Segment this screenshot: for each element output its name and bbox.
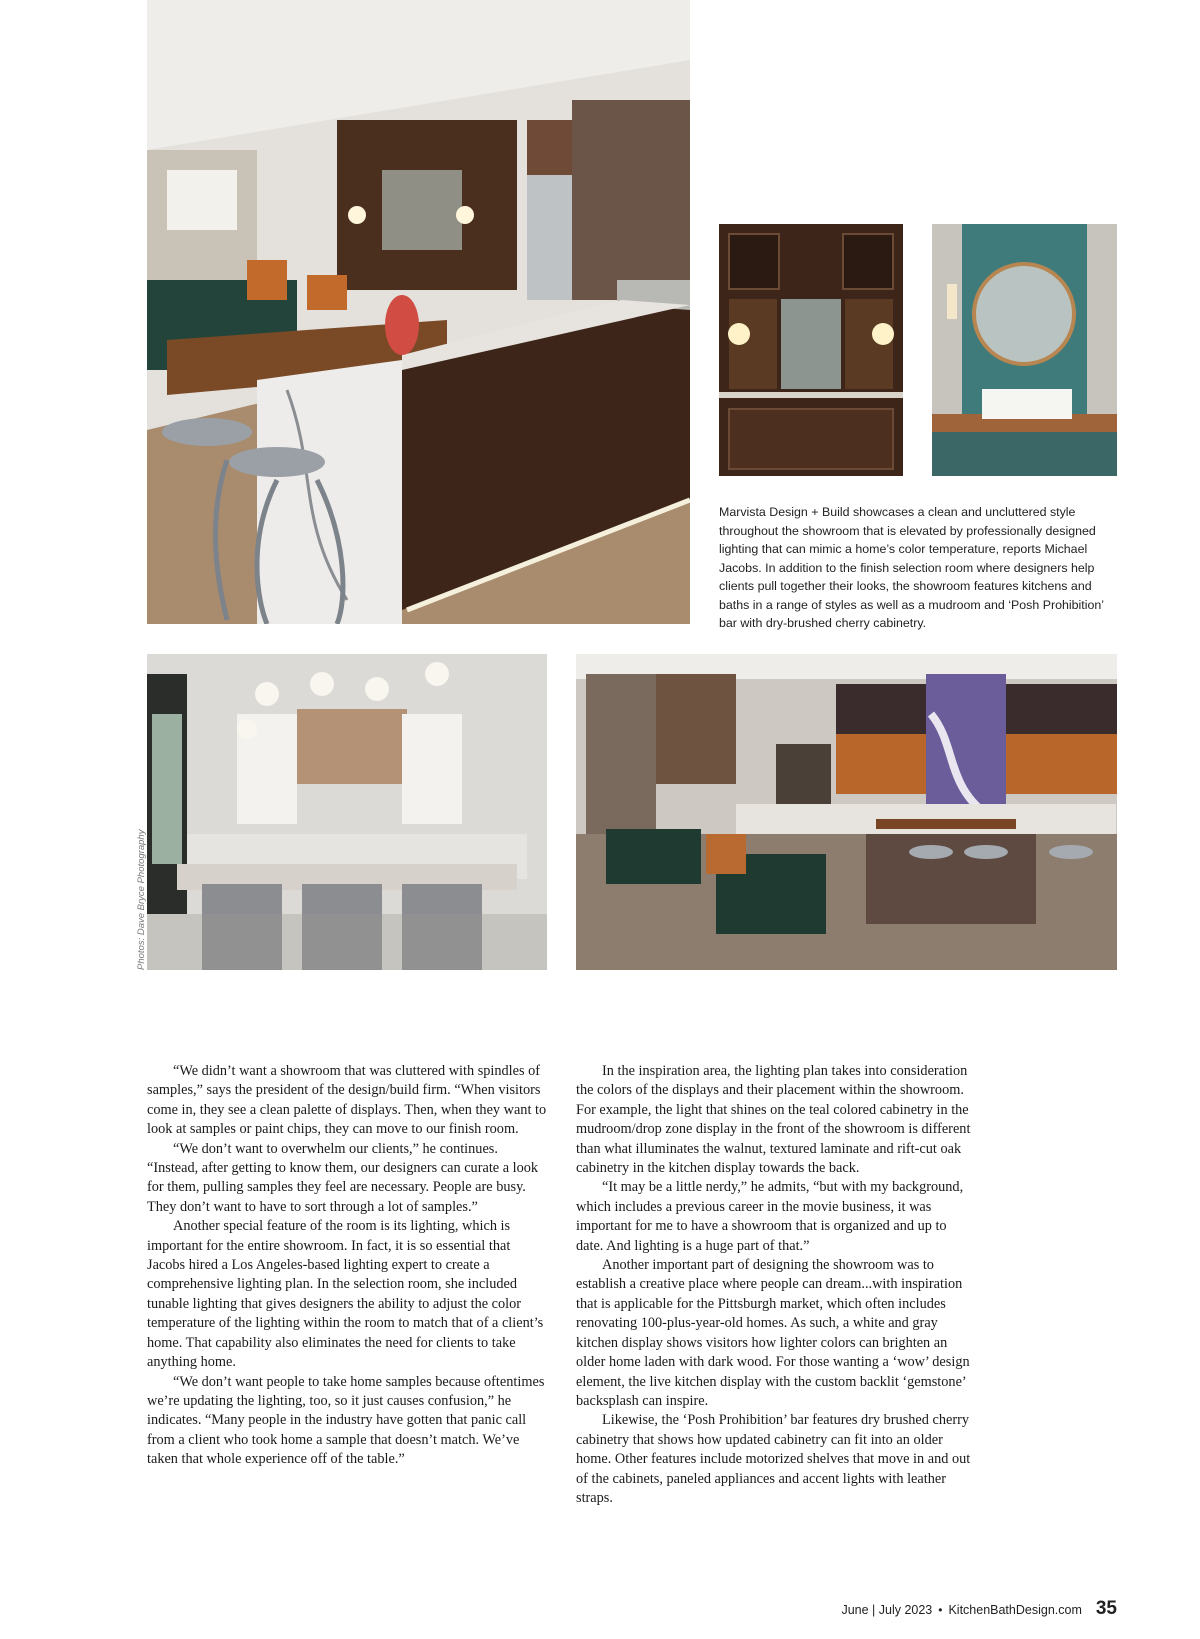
footer-bullet: • <box>938 1603 943 1617</box>
website: KitchenBathDesign.com <box>948 1603 1082 1617</box>
paragraph: “It may be a little nerdy,” he admits, “but with my background, which includes a previous career in the movie business, it was important for me to have a showroom that is organized and up to date. And lighting is a huge part of that.” <box>576 1179 964 1254</box>
paragraph: Another special feature of the room is its lighting, which is important for the entire showroom. In fact, it is so essential that Jacobs hired a Los Angeles-based lighting expert to create a comprehensive lighting plan. In the selection room, she included tunable lighting that gives designers the ability to adjust the color temperature of the lighting within the room to match that of a client’s home. That capability also eliminates the need for clients to take anything home. <box>147 1218 544 1371</box>
live-kitchen-photo <box>576 654 1117 970</box>
article-left-column <box>147 1062 547 1470</box>
kitchen-island-photo <box>147 0 690 624</box>
article-right-column <box>576 1062 976 1508</box>
paragraph: “We don’t want people to take home samples because oftentimes we’re updating the lighting, too, so it just causes confusion,” he indicates. “Many people in the industry have gotten that panic call from a client who took home a sample that doesn’t match. We’ve taken that whole experience off of the table.” <box>147 1373 545 1468</box>
white-kitchen-photo <box>147 654 547 970</box>
page-footer <box>841 1598 1117 1620</box>
paragraph: Another important part of designing the showroom was to establish a creative place where people can dream...with inspiration that is applicable for the Pittsburgh market, which often includes renovating 100-plus-year-old homes. As such, a white and gray kitchen display shows visitors how lighter colors can brighten an older home laden with dark wood. For those wanting a ‘wow’ design element, the live kitchen display with the custom backlit ‘gemstone’ backsplash can inspire. <box>576 1257 970 1409</box>
photo-caption: Marvista Design + Build showcases a clean and uncluttered style throughout the showroom that is elevated by professionally designed lighting that can mimic a home’s color temperature, reports Michael Jacobs. In addition to the finish selection room where designers help clients pull together their looks, the showroom features kitchens and baths in a range of styles as well as a mudroom and ‘Posh Prohibition’ bar with dry-brushed cherry cabinetry. <box>719 505 1104 630</box>
paragraph: “We don’t want to overwhelm our clients,” he continues. “Instead, after getting to know them, our designers can curate a look for them, pulling samples they feel are necessary. People are busy. They don’t want to have to sort through a lot of samples.” <box>147 1140 539 1215</box>
bathroom-vanity-photo <box>932 224 1117 476</box>
bar-cabinetry-photo <box>719 224 903 476</box>
paragraph: “We didn’t want a showroom that was cluttered with spindles of samples,” says the president of the design/build firm. “When visitors come in, they see a clean palette of displays. Then, when they want to look at samples or paint chips, they can move to our finish room. <box>147 1063 547 1138</box>
photo-credit: Photos: Dave Bryce Photography <box>136 829 147 970</box>
paragraph: In the inspiration area, the lighting plan takes into consideration the colors of the displays and their placement within the showroom. For example, the light that shines on the teal colored cabinetry in the mudroom/drop zone display in the front of the showroom is different than what illuminates the walnut, textured laminate and rift-cut oak cabinetry in the kitchen display towards the back. <box>576 1063 971 1177</box>
paragraph: Likewise, the ‘Posh Prohibition’ bar features dry brushed cherry cabinetry that shows how updated cabinetry can fit into an older home. Other features include motorized shelves that move in and out of the cabinets, paneled appliances and accent lights with leather straps. <box>576 1412 971 1506</box>
page-number: 35 <box>1095 1598 1117 1619</box>
issue-date: June | July 2023 <box>841 1603 933 1617</box>
